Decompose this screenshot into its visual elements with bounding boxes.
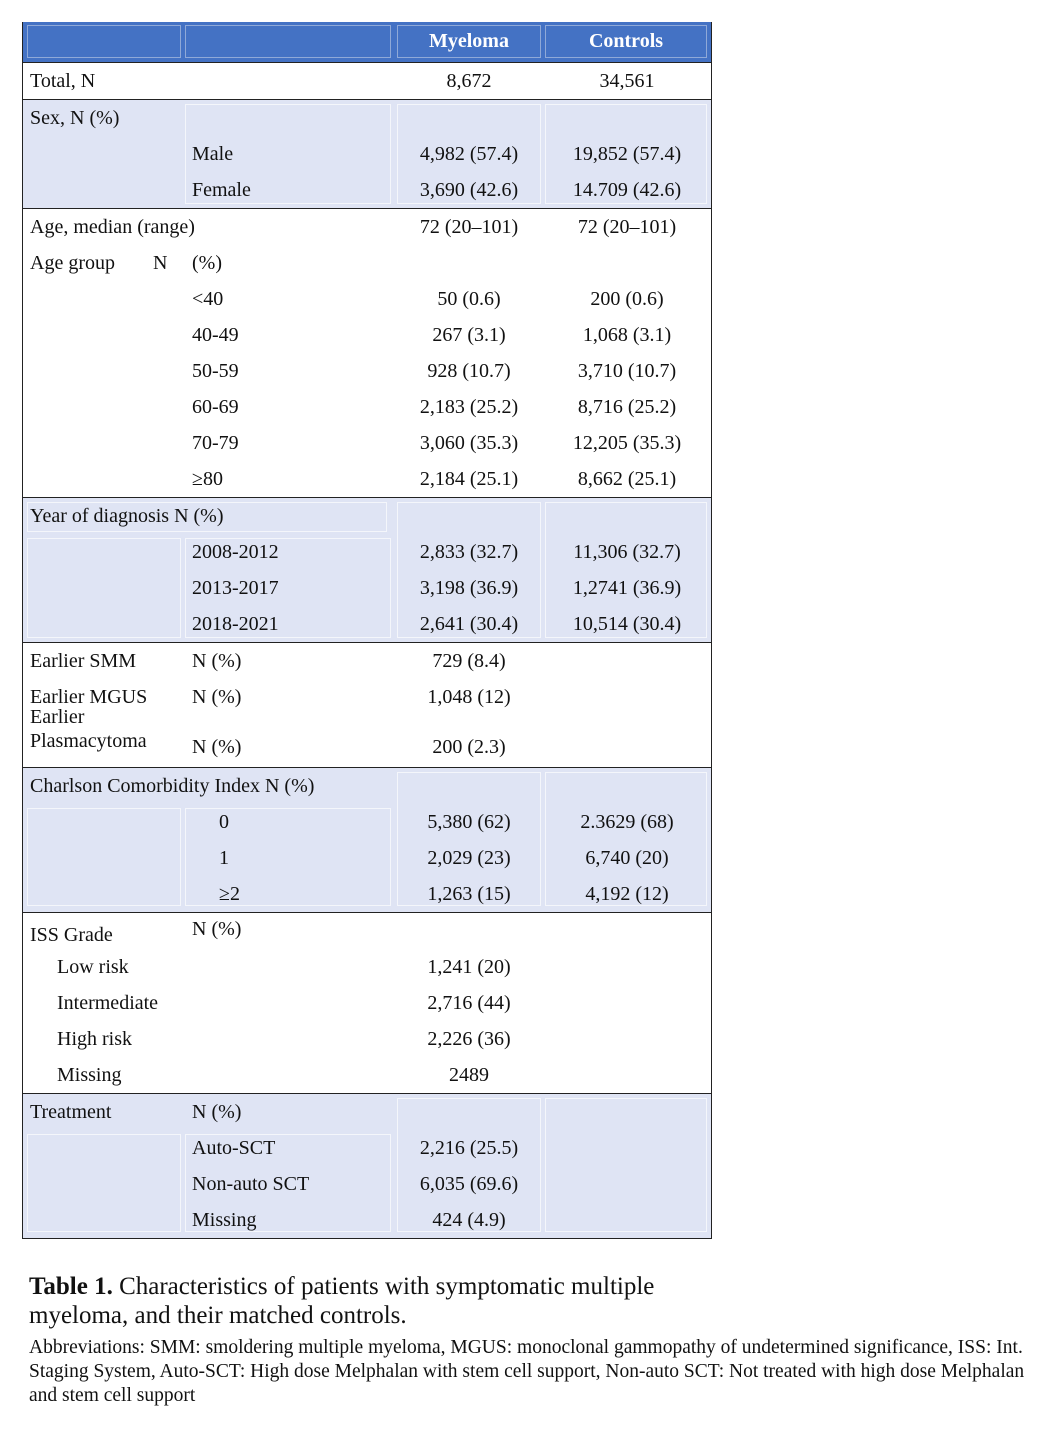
row-label: Age group [30,252,115,274]
myeloma-value: 2489 [449,1064,489,1086]
controls-value: 11,306 (32.7) [573,541,681,563]
table-row [23,389,711,425]
header-blank-cell [27,25,181,58]
myeloma-value: 5,380 (62) [427,811,511,833]
controls-value: 8,662 (25.1) [577,468,677,490]
table-row [23,136,711,172]
row-label: Age, median (range) [30,216,195,238]
controls-value: 3,710 (10.7) [577,360,677,382]
myeloma-value: 2,716 (44) [427,992,511,1014]
myeloma-value: 2,184 (25.1) [419,468,519,490]
myeloma-value: 3,198 (36.9) [419,577,519,599]
unit-label: N (%) [192,736,242,758]
controls-value: 6,740 (20) [585,847,669,869]
myeloma-value: 8,672 [446,70,492,92]
table-row [23,768,711,804]
myeloma-value: 2,226 (36) [427,1028,511,1050]
myeloma-value: 729 (8.4) [432,650,506,672]
row-label: 2008-2012 [192,541,279,563]
myeloma-value: 72 (20–101) [419,216,519,238]
row-label: ≥80 [192,468,223,490]
table-row [23,1202,711,1238]
unit-label: N (%) [192,650,242,672]
table-row [23,1094,711,1130]
section-label: Treatment [30,1101,112,1123]
table-row [23,1057,711,1093]
myeloma-value: 50 (0.6) [437,288,501,310]
table-row [23,353,711,389]
abbreviations-note: Abbreviations: SMM: smoldering multiple myeloma, MGUS: monoclonal gammopathy of undetermined significance, ISS: Int. Staging System, Auto-SCT: High dose Melphalan with stem cell support, Non-auto SCT: Not treated with high dose Melphalan and stem cell support [29,1337,1025,1406]
unit-pct: (%) [192,252,222,274]
table-row [23,245,711,281]
table-row [23,1166,711,1202]
header-controls: Controls [545,25,707,58]
controls-value: 2.3629 (68) [580,811,674,833]
myeloma-value: 4,982 (57.4) [419,143,519,165]
section-charlson [23,768,711,913]
table-row [23,461,711,497]
table-row [23,949,711,985]
controls-value: 19,852 (57.4) [572,143,682,165]
row-label: Earlier SMM [30,650,137,672]
table-row [23,498,711,534]
row-label: Earlier MGUS [30,686,148,708]
myeloma-value: 928 (10.7) [427,360,511,382]
row-label: 2018-2021 [192,613,279,635]
section-sex [23,100,711,209]
table-row [23,804,711,840]
row-label: <40 [192,288,224,310]
unit-label: N (%) [192,918,242,940]
characteristics-table [22,22,712,1239]
header-myeloma: Myeloma [397,25,541,58]
section-year-of-diagnosis [23,498,711,643]
table-row [23,876,711,912]
section-label: Charlson Comorbidity Index N (%) [30,775,315,797]
row-label: 2013-2017 [192,577,279,599]
myeloma-value: 2,183 (25.2) [419,396,519,418]
controls-value: 4,192 (12) [585,883,669,905]
table-row [23,63,711,99]
myeloma-value: 1,241 (20) [427,956,511,978]
row-label: Female [192,179,251,201]
section-label: ISS Grade [30,924,113,946]
table-row [23,425,711,461]
row-label: 50-59 [192,360,239,382]
row-label: Auto-SCT [192,1137,276,1159]
table-row [23,317,711,353]
row-label: Non-auto SCT [192,1173,310,1195]
table-caption [29,1272,749,1330]
myeloma-value: 1,048 (12) [427,686,511,708]
myeloma-value: 2,029 (23) [427,847,511,869]
controls-value: 200 (0.6) [590,288,664,310]
row-label [30,705,147,753]
table-row [23,1130,711,1166]
table-row [23,209,711,245]
table-row [23,172,711,208]
table-row [23,281,711,317]
section-label: Year of diagnosis N (%) [30,505,224,527]
section-total [23,63,711,100]
table-row [23,840,711,876]
myeloma-value: 1,263 (15) [427,883,511,905]
row-label: 40-49 [192,324,239,346]
row-label: Total, N [30,70,96,92]
row-label: 70-79 [192,432,239,454]
row-label: Low risk [57,956,129,978]
myeloma-value: 2,641 (30.4) [419,613,519,635]
table-row [23,100,711,136]
myeloma-value: 6,035 (69.6) [419,1173,519,1195]
row-label: Missing [57,1064,122,1086]
unit-label: N (%) [192,1101,242,1123]
myeloma-value: 267 (3.1) [432,324,506,346]
section-label: Sex, N (%) [30,107,120,129]
myeloma-value: 3,690 (42.6) [419,179,519,201]
controls-value: 1,068 (3.1) [582,324,672,346]
unit-label: N (%) [192,686,242,708]
header-blank-cell [185,25,391,58]
controls-value: 8,716 (25.2) [577,396,677,418]
section-treatment [23,1094,711,1239]
myeloma-value: 424 (4.9) [432,1209,506,1231]
table-row [23,643,711,679]
section-age [23,209,711,498]
row-label-line: Earlier [30,706,85,728]
myeloma-value: 2,833 (32.7) [419,541,519,563]
table-row [23,570,711,606]
table-header [23,22,711,63]
myeloma-value: 2,216 (25.5) [419,1137,519,1159]
table-row [23,985,711,1021]
row-label: Intermediate [57,992,159,1014]
table-row [23,913,711,949]
caption-text: Characteristics of patients with symptomatic multiple myeloma, and their matched controls. [29,1273,655,1329]
myeloma-value: 3,060 (35.3) [419,432,519,454]
unit-n: N [153,252,168,274]
row-label: 1 [219,847,229,869]
row-label: 0 [219,811,229,833]
caption-label: Table 1. [29,1273,113,1300]
controls-value: 10,514 (30.4) [572,613,682,635]
row-label-line: Plasmacytoma [30,730,147,752]
row-label: 60-69 [192,396,239,418]
row-label: Male [192,143,234,165]
myeloma-value: 200 (2.3) [432,736,506,758]
controls-value: 72 (20–101) [577,216,677,238]
table-row [23,706,711,767]
table-row [23,534,711,570]
table-row [23,1021,711,1057]
row-label: Missing [192,1209,257,1231]
controls-value: 12,205 (35.3) [572,432,682,454]
row-label: ≥2 [219,883,240,905]
controls-value: 14.709 (42.6) [572,179,682,201]
section-earlier-conditions [23,643,711,768]
section-iss-grade [23,913,711,1094]
controls-value: 1,2741 (36.9) [572,577,682,599]
row-label: High risk [57,1028,132,1050]
controls-value: 34,561 [599,70,655,92]
table-row [23,606,711,642]
